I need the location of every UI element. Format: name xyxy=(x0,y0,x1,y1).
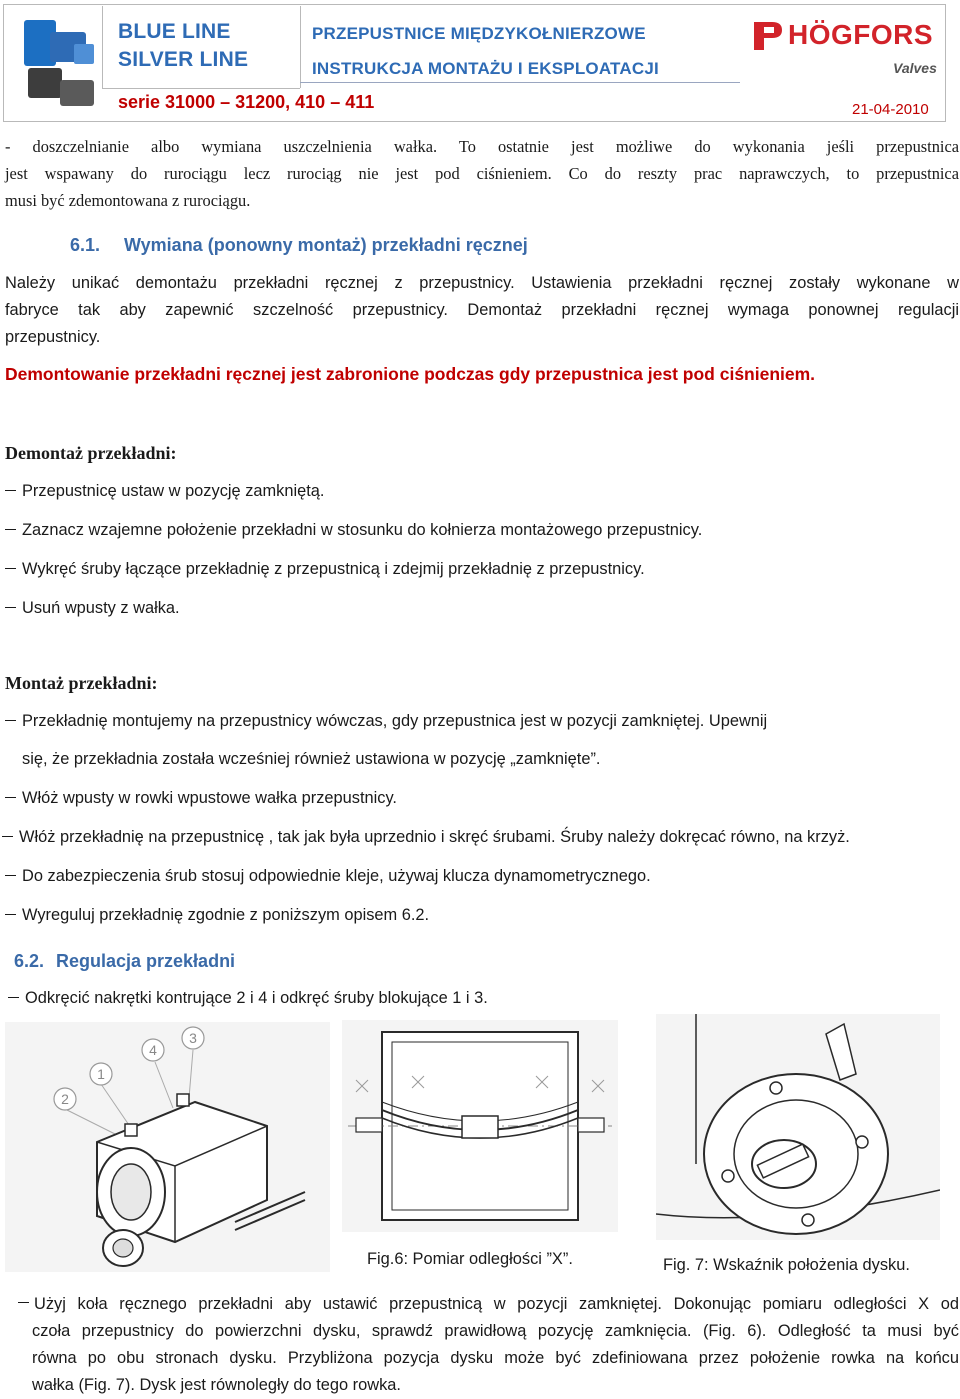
gearbox-drawing xyxy=(5,1022,330,1272)
dash-bullet-icon xyxy=(2,836,13,837)
list-item: Włóż przekładnię na przepustnicę , tak jak była uprzednio i skręć śrubami. Śruby należy dokręcać równo, na krzyż. xyxy=(2,828,850,847)
section-number: 6.1. xyxy=(70,235,101,255)
paragraph-line: przepustnicy. xyxy=(5,328,101,346)
list-item: Włóż wpusty w rowki wpustowe wałka przepustnicy. xyxy=(5,789,397,808)
document-subtitle: INSTRUKCJA MONTAŻU I EKSPLOATACJI xyxy=(312,59,659,78)
list-item: Przekładnię montujemy na przepustnicy wówczas, gdy przepustnica jest w pozycji zamkniętej. Upewnij xyxy=(5,712,767,731)
callout-label-3: 3 xyxy=(189,1030,197,1046)
callout-label-2: 2 xyxy=(61,1091,69,1107)
header-divider xyxy=(102,6,103,88)
list-item: Odkręcić nakrętki kontrujące 2 i 4 i odkręć śruby blokujące 1 i 3. xyxy=(8,989,488,1008)
dash-bullet-icon xyxy=(5,914,16,915)
section-title: Wymiana (ponowny montaż) przekładni ręcznej xyxy=(124,235,528,255)
hogfors-logo-icon xyxy=(750,18,786,54)
document-date: 21-04-2010 xyxy=(852,101,929,118)
intro-line: musi być zdemontowana z rurociągu. xyxy=(5,191,251,210)
dash-bullet-icon xyxy=(5,797,16,798)
section-number: 6.2. xyxy=(14,951,45,971)
dash-bullet-icon xyxy=(5,490,16,491)
paragraph-line: fabryce tak aby zapewnić szczelność przepustnicy. Demontaż przekładni ręcznej wymaga ponownej regulacji xyxy=(5,301,959,319)
logo-name: HÖGFORS xyxy=(788,19,934,50)
paragraph-line: równa po obu stronach dysku. Przybliżona pozycja dysku może być zdefiniowana przez położenie rowka na końcu xyxy=(32,1349,959,1367)
paragraph-line: Użyj koła ręcznego przekładni aby ustawić przepustnicą w pozycji zamkniętej. Dokonując pomiaru odległości X od xyxy=(34,1295,959,1313)
series-label: serie 31000 – 31200, 410 – 411 xyxy=(118,92,375,112)
list-item: Usuń wpusty z wałka. xyxy=(5,599,180,618)
callout-label-4: 4 xyxy=(149,1042,157,1058)
logo-tagline: Valves xyxy=(893,60,937,76)
list-item: Przepustnicę ustaw w pozycję zamkniętą. xyxy=(5,482,324,501)
warning-text: Demontowanie przekładni ręcznej jest zabronione podczas gdy przepustnica jest pod ciśnieniem. xyxy=(5,364,816,384)
list-item: Wykręć śruby łączące przekładnię z przepustnicą i zdejmij przekładnię z przepustnicy. xyxy=(5,560,645,579)
header-divider xyxy=(300,6,301,88)
paragraph-line: czoła przepustnicy do powierzchni dysku, sprawdź prawidłową pozycję zamknięcia. (Fig. 6). Odległość ta musi być xyxy=(32,1322,959,1340)
paragraph-line: wałka (Fig. 7). Dysk jest równoległy do tego rowka. xyxy=(32,1376,401,1394)
dash-bullet-icon xyxy=(5,720,16,721)
brand-blue-line: BLUE LINE xyxy=(118,20,231,43)
list-item: Do zabezpieczenia śrub stosuj odpowiednie kleje, używaj klucza dynamometrycznego. xyxy=(5,867,651,886)
list-item: Zaznacz wzajemne położenie przekładni w stosunku do kołnierza montażowego przepustnicy. xyxy=(5,521,702,540)
list-item-continuation: się, że przekładnia została wcześniej również ustawiona w pozycję „zamknięte”. xyxy=(22,750,601,768)
figure-7-caption: Fig. 7: Wskaźnik położenia dysku. xyxy=(663,1256,910,1274)
dash-bullet-icon xyxy=(18,1302,29,1303)
header-underline xyxy=(300,82,740,83)
brand-silver-line: SILVER LINE xyxy=(118,48,249,71)
paragraph-line: Należy unikać demontażu przekładni ręcznej z przepustnicy. Ustawienia przekładni ręcznej zostały wykonane w xyxy=(5,274,959,292)
shaft-indicator-drawing xyxy=(656,1014,940,1240)
list-item xyxy=(18,1294,35,1313)
company-emblem-icon xyxy=(20,14,102,116)
header-underline xyxy=(102,88,300,89)
intro-line: - doszczelnianie albo wymiana uszczelnienia wałka. To ostatnie jest możliwe do wykonania jeśli przepustnica xyxy=(5,137,959,156)
demontaz-heading: Demontaż przekładni: xyxy=(5,443,177,463)
dash-bullet-icon xyxy=(5,607,16,608)
dash-bullet-icon xyxy=(5,529,16,530)
section-title: Regulacja przekładni xyxy=(56,951,236,971)
document-title: PRZEPUSTNICE MIĘDZYKOŁNIERZOWE xyxy=(312,24,646,43)
callout-label-1: 1 xyxy=(97,1066,105,1082)
dash-bullet-icon xyxy=(5,875,16,876)
intro-line: jest wspawany do rurociągu lecz rurociąg nie jest pod ciśnieniem. Co do reszty prac naprawczych, to przepustnica xyxy=(5,164,959,183)
figure-6-caption: Fig.6: Pomiar odległości ”X”. xyxy=(367,1250,573,1268)
valve-section-drawing xyxy=(342,1020,618,1232)
dash-bullet-icon xyxy=(5,568,16,569)
list-item: Wyreguluj przekładnię zgodnie z poniższym opisem 6.2. xyxy=(5,906,429,925)
dash-bullet-icon xyxy=(8,997,19,998)
montaz-heading: Montaż przekładni: xyxy=(5,673,158,693)
